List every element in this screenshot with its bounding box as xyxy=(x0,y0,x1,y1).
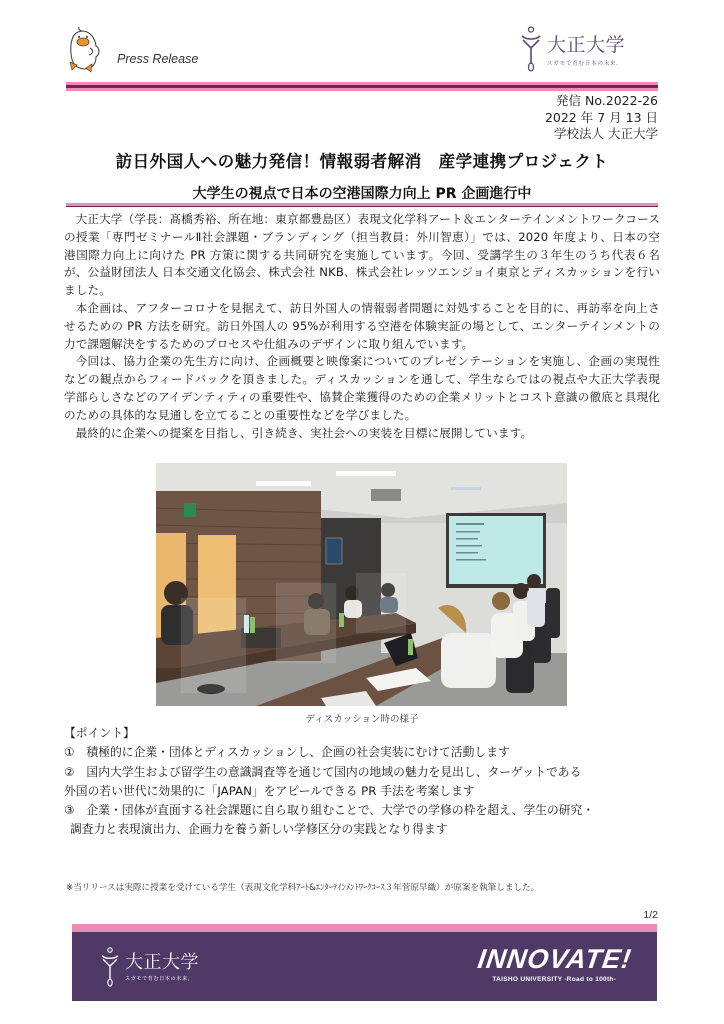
innovate-slogan-logo xyxy=(475,944,634,983)
body-paragraph: 最終的に企業への提案を目指し、引き続き、実社会への実装を目標に展開しています。 xyxy=(75,425,533,440)
key-point-marker: ③ xyxy=(64,803,75,818)
duck-mascot-icon xyxy=(64,24,108,74)
key-point-continuation: 外国の若い世代に効果的に「JAPAN」をアピールできる PR 手法を考案します xyxy=(64,783,475,798)
key-point-continuation: 調査力と表現演出力、企画力を養う新しい学修区分の実践となり得ます xyxy=(70,822,448,837)
photo-caption: ディスカッション時の様子 xyxy=(305,714,419,725)
body-text xyxy=(64,211,660,442)
taisho-university-emblem-icon xyxy=(520,26,542,72)
header-divider xyxy=(66,82,658,91)
university-logo[interactable] xyxy=(520,26,625,72)
key-point-marker: ② xyxy=(64,764,75,779)
key-point-item xyxy=(64,763,664,802)
key-point-item xyxy=(64,801,664,840)
body-paragraph: 大正大学（学長：髙橋秀裕、所在地：東京都豊島区）表現文化学科アート＆エンターテインメントワークコースの授業「専門ゼミナールⅡ社会課題・ブランディング（担当教員：外川智恵）」では、2020 年度より、日本の空港国際力向上に向けた PR 方策に関する共同研究を実施しています。今回、受講学生の３年生のうち代表６名が、公益財団法人 日本交通文化協会、株式会社 NKB、株式会社レッツエンジョイ東京とディスカッションを行いました。 xyxy=(64,212,661,298)
key-point-text: 積極的に企業・団体とディスカッションし、企画の社会実装にむけて活動します xyxy=(86,745,510,760)
university-name: 大正大学 xyxy=(547,34,626,56)
conference-room-discussion-photo xyxy=(156,463,567,706)
innovate-subtitle: TAISHO UNIVERSITY -Road to 100th- xyxy=(492,976,617,983)
page-subtitle: 大学生の視点で日本の空港国際力向上 PR 企画進行中 xyxy=(192,186,532,202)
key-point-marker: ① xyxy=(64,745,75,760)
university-tagline: スガモで育む日本の未来。 xyxy=(547,61,623,67)
footer-accent-bar xyxy=(72,924,657,932)
press-release-label: Press Release xyxy=(117,52,199,66)
key-point-text: 国内大学生および留学生の意識調査等を通じて国内の地域の魅力を見出し、ターゲットである xyxy=(86,764,582,779)
page-title: 訪日外国人への魅力発信！情報弱者解消 産学連携プロジェクト xyxy=(115,152,609,171)
key-points-heading: 【ポイント】 xyxy=(64,726,135,740)
page-number: 1/2 xyxy=(643,909,658,921)
release-issuer: 学校法人 大正大学 xyxy=(554,126,658,141)
key-points xyxy=(64,724,664,840)
authorship-note: ※当リリースは実際に授業を受けている学生（表現文化学科ｱｰﾄ&ｴﾝﾀｰﾃｲﾝﾒﾝﾄﾜｰｸｺｰｽ３年菅原早織）が原案を執筆しました。 xyxy=(66,883,540,893)
key-point-item xyxy=(64,743,664,762)
footer-banner xyxy=(72,932,657,1001)
footer-university-tagline: スガモで育む日本の未来。 xyxy=(125,976,194,982)
footer-university-logo[interactable] xyxy=(100,947,199,987)
subtitle-divider xyxy=(66,203,658,207)
body-paragraph: 本企画は、アフターコロナを見据えて、訪日外国人の情報弱者問題に対処することを目的に、再訪率を向上させるための PR 方法を研究。訪日外国人の 95%が利用する空港を体験実証の場として、エンターテインメントの力で課題解決をするためのプロセスや仕組みのデザインに取り組んでいます。 xyxy=(64,300,660,351)
taisho-university-emblem-icon xyxy=(100,947,120,987)
body-paragraph: 今回は、協力企業の先生方に向け、企画概要と映像案についてのプレゼンテーションを実施し、企画の実現性などの観点からフィードバックを頂きました。ディスカッションを通して、学生ならではの視点や大正大学表現学部らしさなどのアイデンティティの重要性や、協賛企業獲得のための企業メリットとコスト意識の徹底と具現化のための具体的な見通しを立てることの重要性などを学びました。 xyxy=(64,354,660,422)
release-number: 発信 No.2022-26 xyxy=(556,93,658,108)
innovate-slogan: INNOVATE! xyxy=(475,944,634,974)
release-date: 2022 年 7 月 13 日 xyxy=(544,109,658,125)
key-point-text: 企業・団体が直面する社会課題に自ら取り組むことで、大学での学修の枠を超え、学生の研究・ xyxy=(86,803,595,818)
footer-university-name: 大正大学 xyxy=(125,952,199,973)
release-meta xyxy=(545,93,658,143)
